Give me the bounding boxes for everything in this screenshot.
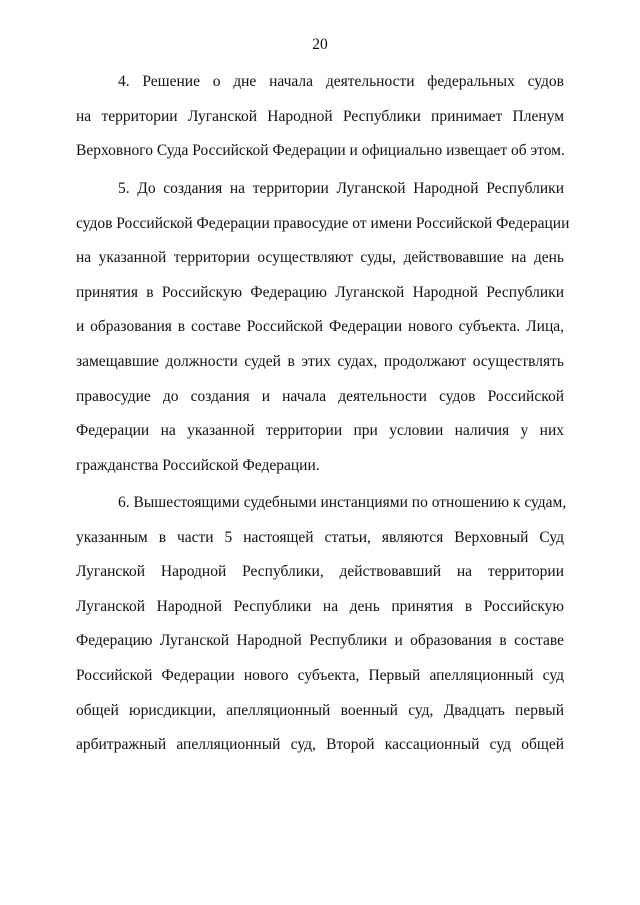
paragraph-line: общей юрисдикции, апелляционный военный суд, Двадцать первый	[76, 701, 564, 719]
paragraph-line: гражданства Российской Федерации.	[76, 456, 320, 474]
paragraph-line: и образования в составе Российской Федерации нового субъекта. Лица,	[76, 318, 564, 336]
paragraph-line: указанным в части 5 настоящей статьи, являются Верховный Суд	[76, 528, 564, 546]
paragraph-line: 6. Вышестоящими судебными инстанциями по отношению к судам,	[118, 494, 567, 511]
paragraph-line: Федерации на указанной территории при условии наличия у них	[76, 422, 564, 440]
paragraph-line: принятия в Российскую Федерацию Луганской Народной Республики	[76, 283, 564, 301]
paragraph-line: на указанной территории осуществляют суды, действовавшие на день	[76, 249, 564, 267]
paragraph-line: Российской Федерации нового субъекта, Первый апелляционный суд	[76, 666, 564, 684]
paragraph-line: 5. До создания на территории Луганской Народной Республики	[118, 180, 564, 197]
paragraph-line: Луганской Народной Республики на день принятия в Российскую	[76, 597, 564, 615]
paragraph-6	[76, 486, 567, 763]
paragraph-line: замещавшие должности судей в этих судах, продолжают осуществлять	[76, 352, 564, 370]
paragraph-line: правосудие до создания и начала деятельности судов Российской	[76, 387, 564, 405]
paragraph-line: Федерацию Луганской Народной Республики и образования в составе	[76, 632, 564, 650]
paragraph-line: на территории Луганской Народной Республики принимает Пленум	[76, 107, 564, 125]
paragraph-line: Верховного Суда Российской Федерации и официально извещает об этом.	[76, 142, 565, 160]
paragraph-4	[76, 65, 564, 169]
paragraph-line: арбитражный апелляционный суд, Второй кассационный суд общей	[76, 736, 564, 754]
paragraph-line: судов Российской Федерации правосудие от имени Российской Федерации	[76, 214, 570, 232]
paragraph-line: 4. Решение о дне начала деятельности федеральных судов	[118, 73, 564, 90]
paragraph-5	[76, 172, 570, 483]
page-number: 20	[312, 36, 328, 53]
paragraph-line: Луганской Народной Республики, действовавший на территории	[76, 563, 564, 581]
